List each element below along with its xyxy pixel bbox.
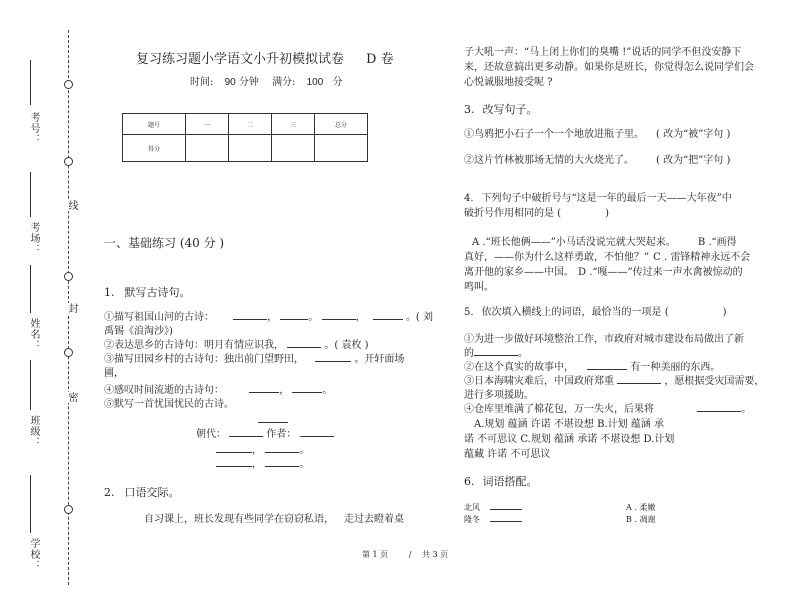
q6-left-2: 隆冬 (464, 514, 522, 525)
q2-continued-1: 子大吼一声：“马上闭上你们的臭嘴 !”说话的同学不但没安静下 (464, 47, 742, 58)
binding-circle (64, 80, 73, 89)
q5-options-2: 诺 不可思议 C.规划 蕴涵 承诺 不堪设想 D.计划 (464, 434, 675, 445)
binding-circle (64, 272, 73, 281)
answer-blank[interactable] (490, 521, 522, 522)
blank-banji (30, 360, 31, 410)
answer-blank[interactable] (474, 355, 518, 356)
question-4-heading: 4. 下列句子中破折号与“这是一年的最后一天——大年夜”中 (464, 193, 732, 204)
q5-item-a: ①为进一步做好环境整治工作，市政府对城市建设布局做出了新 (464, 334, 744, 345)
q6-right-1: A . 柔嫩 (626, 503, 656, 512)
q1-line-c: ③描写田园乡村的古诗句：独出前门望野田， 。开轩面场 (104, 354, 405, 365)
q5-item-c2: 进行多项援助。 (464, 390, 534, 401)
q5-item-a2: 的 。 (464, 348, 528, 359)
section-1-heading: 一、基础练习 (40 分 ) (104, 236, 225, 250)
question-5-heading: 5. 依次填入横线上的词语，最恰当的一项是 ( ) (464, 307, 727, 318)
score-header-cell: 二 (229, 114, 272, 135)
q1-line-a: ①描写祖国山河的古诗： ， 。 ， 。( 刘 (104, 312, 434, 323)
label-kaohao: 考号： (28, 112, 39, 145)
answer-blank[interactable] (233, 319, 267, 320)
answer-blank[interactable] (216, 452, 252, 453)
q4-option-a: A .“班长他俩——”小马话没说完就大哭起来。 B .“画得 (472, 237, 737, 248)
answer-blank[interactable] (249, 392, 279, 393)
poem-line-2: ， 。 (216, 458, 309, 471)
blank-xuexiao (30, 475, 31, 533)
question-2-heading: 2. 口语交际。 (104, 486, 180, 499)
label-xuexiao: 学校： (28, 538, 39, 571)
score-header-cell: 题号 (123, 114, 186, 135)
q4-option-b2: 真好，——你为什么这样勇敢，不怕他？” C . 雷锋精神永远不会 (464, 252, 751, 263)
answer-blank[interactable] (587, 369, 627, 370)
score-header-cell: 三 (272, 114, 315, 135)
seal-mi: 密 (66, 392, 77, 403)
q5-options-3: 蕴藏 许诺 不可思议 (464, 449, 551, 460)
answer-blank[interactable] (265, 466, 299, 467)
q1-line-c2: 圃， (104, 368, 124, 379)
answer-blank[interactable] (373, 319, 403, 320)
q6-left-1: 北风 (464, 502, 522, 513)
answer-blank[interactable] (315, 361, 351, 362)
answer-blank[interactable] (280, 319, 308, 320)
poem-line-1: ， 。 (216, 444, 309, 457)
q2-continued-2: 来，还故意搞出更多动静。如果你是班长，你觉得怎么说同学们会 (464, 62, 754, 73)
score-cell[interactable] (315, 135, 368, 162)
q2-text: 自习课上，班长发现有些同学在窃窃私语， 走过去瞪着桌 (144, 514, 404, 525)
q2-continued-3: 心悦诚服地接受呢 ? (464, 77, 553, 88)
question-3-heading: 3. 改写句子。 (464, 103, 538, 116)
seal-xian: 线 (66, 200, 77, 211)
score-table (122, 113, 368, 162)
poem-author-line: 朝代： 作者： (196, 428, 334, 441)
score-cell[interactable] (229, 135, 272, 162)
binding-circle (64, 157, 73, 166)
q4-option-d2: 鸣叫。 (464, 282, 494, 293)
q6-right-2: B . 凋谢 (626, 515, 656, 524)
binding-circle (64, 348, 73, 357)
q1-line-e: ⑤默写一首忧国忧民的古诗。 (104, 399, 234, 410)
q5-options-1: A.规划 蕴涵 许诺 不堪设想 B.计划 蕴涵 承 (474, 419, 664, 430)
answer-blank[interactable] (490, 509, 522, 510)
answer-blank[interactable] (322, 319, 356, 320)
answer-blank[interactable] (216, 466, 252, 467)
page-footer: 第 1 页 / 共 3 页 (362, 550, 449, 559)
q5-item-c: ③日本海啸灾难后，中国政府郑重 ，愿根据受灾国需要， (464, 376, 765, 387)
question-6-heading: 6. 词语搭配。 (464, 475, 538, 488)
score-row-label: 得分 (123, 135, 186, 162)
q1-line-a2: 禹锡《浪淘沙》) (104, 326, 173, 337)
question-1-heading: 1. 默写古诗句。 (104, 286, 191, 299)
answer-blank[interactable] (292, 392, 322, 393)
question-4-heading-2: 破折号作用相同的是 ( ) (464, 208, 609, 219)
score-header-cell: 一 (186, 114, 229, 135)
q1-line-b: ②表达思乡的古诗句：明月有情应识我， 。( 袁枚 ) (104, 340, 369, 351)
answer-blank[interactable] (300, 436, 334, 437)
score-cell[interactable] (272, 135, 315, 162)
score-cell[interactable] (186, 135, 229, 162)
q5-item-b: ②在这个真实的故事中， 有一种美丽的东西。 (464, 362, 721, 373)
answer-blank[interactable] (287, 347, 321, 348)
label-xingming: 姓名： (28, 318, 39, 351)
exam-title: 复习练习题小学语文小升初模拟试卷 D 卷 (136, 52, 394, 67)
seal-feng: 封 (66, 303, 77, 314)
answer-blank[interactable] (265, 452, 299, 453)
q3-item-a: ①鸟鸦把小石子一个一个地放进瓶子里。 ( 改为“被”字句 ) (464, 129, 731, 140)
q4-option-c2: 离开他的家乡——中国。 D .“嘎——”传过来一声水禽被惊动的 (464, 267, 743, 278)
blank-kaohao (30, 60, 31, 105)
answer-blank[interactable] (697, 411, 741, 412)
q3-item-b: ②这片竹林被那场无情的大火烧光了。 ( 改为“把”字句 ) (464, 155, 731, 166)
q5-item-d: ④仓库里堆满了棉花包，万一失火，后果将 。 (464, 404, 752, 415)
blank-kaochang (30, 172, 31, 217)
label-kaochang: 考场： (28, 222, 39, 255)
answer-blank[interactable] (229, 436, 263, 437)
poem-title-blank[interactable] (258, 422, 288, 423)
label-banji: 班级： (28, 415, 39, 448)
score-header-cell: 总分 (315, 114, 368, 135)
answer-blank[interactable] (617, 383, 661, 384)
blank-xingming (30, 265, 31, 313)
binding-circle (64, 505, 73, 514)
q1-line-d: ④感叹时间流逝的古诗句： ， 。 (104, 385, 333, 396)
exam-meta: 时间: 90 分钟 满分: 100 分 (190, 77, 343, 88)
